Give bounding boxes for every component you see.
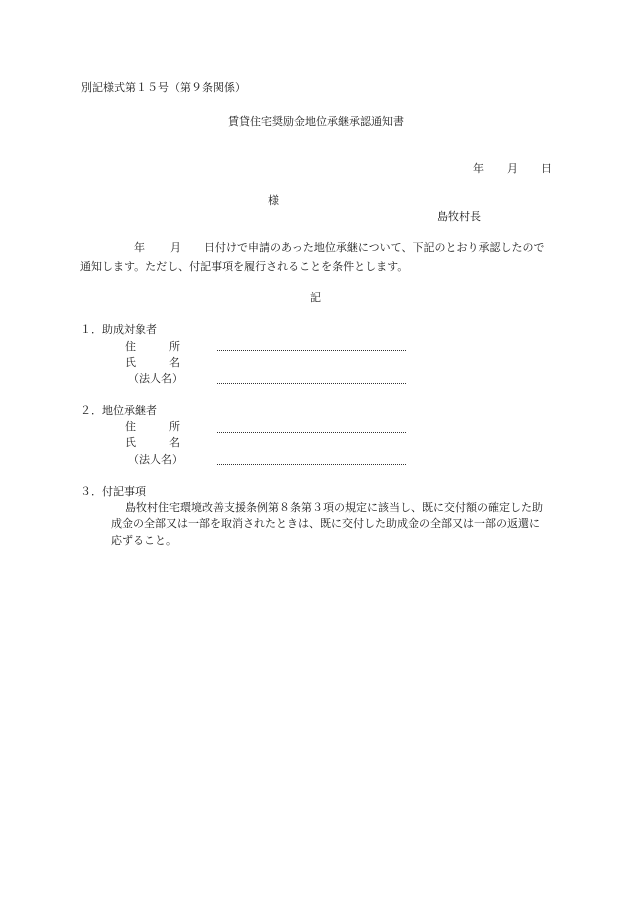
section-3-heading: ３．付記事項	[80, 485, 146, 498]
form-number: 別記様式第１５号（第９条関係）	[81, 81, 246, 94]
section-2-heading: ２．地位承継者	[80, 404, 157, 417]
date-year: 年	[473, 162, 484, 175]
body-line-2: 通知します。ただし、付記事項を履行されることを条件とします。	[80, 260, 409, 273]
ki-heading: 記	[310, 291, 321, 304]
section-2-name-label: 氏 名	[125, 436, 180, 449]
addressee-suffix: 様	[268, 194, 279, 207]
body-line-1: 日付けで申請のあった地位承継について、下記のとおり承認したので	[204, 241, 545, 254]
date-month: 月	[507, 162, 518, 175]
section-2-address-label: 住 所	[125, 420, 180, 433]
section-2-corp-label: （法人名）	[128, 453, 183, 466]
section-1-address-line	[217, 350, 406, 351]
section-3-line-1: 島牧村住宅環境改善支援条例第８条第３項の規定に該当し、既に交付額の確定した助	[125, 501, 543, 514]
body-year: 年	[134, 241, 145, 254]
body-month: 月	[170, 241, 181, 254]
section-1-name-line	[217, 383, 406, 384]
section-2-name-line	[217, 464, 406, 465]
section-2-address-line	[217, 432, 406, 433]
issuer: 島牧村長	[437, 210, 481, 223]
section-3-line-3: 応ずること。	[111, 534, 177, 547]
document-title: 賃貸住宅奨励金地位承継承認通知書	[228, 115, 404, 128]
section-3-line-2: 成金の全部又は一部を取消されたときは、既に交付した助成金の全部又は一部の返還に	[111, 517, 540, 530]
section-1-corp-label: （法人名）	[128, 372, 183, 385]
section-1-address-label: 住 所	[125, 340, 180, 353]
section-1-name-label: 氏 名	[125, 356, 180, 369]
date-day: 日	[541, 162, 552, 175]
section-1-heading: １．助成対象者	[80, 323, 157, 336]
